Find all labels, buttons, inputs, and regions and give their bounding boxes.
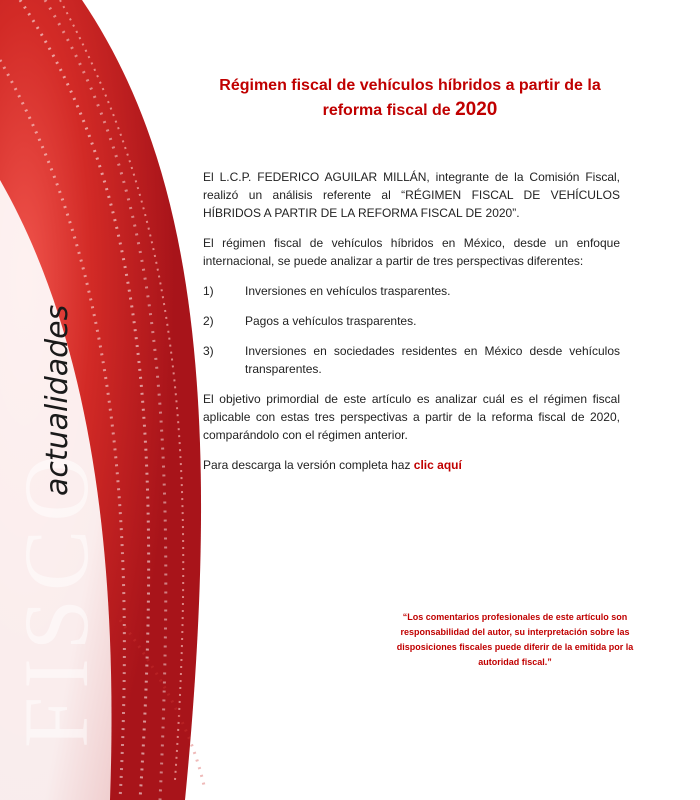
perspectives-list: [203, 282, 620, 378]
list-item-text: Inversiones en sociedades residentes en México desde vehículos transparentes.: [245, 344, 620, 376]
download-link[interactable]: clic aquí: [413, 458, 462, 472]
list-item: [203, 312, 620, 330]
disclaimer: “Los comentarios profesionales de este artículo son responsabilidad del autor, su interpretación sobre las disposiciones fiscales puede diferir de la emitida por la autoridad fiscal.”: [396, 612, 634, 667]
list-item: [203, 342, 620, 378]
download-text: Para descarga la versión completa haz: [203, 458, 411, 472]
title-line-2: reforma fiscal de: [322, 102, 451, 119]
brand-logo-actualidades: actualidades: [40, 304, 75, 496]
title-year: 2020: [455, 99, 498, 120]
intro-paragraph: El L.C.P. FEDERICO AGUILAR MILLÁN, integrante de la Comisión Fiscal, realizó un análisis referente al “RÉGIMEN FISCAL DE VEHÍCULOS HÍBRIDOS A PARTIR DE LA REFORMA FISCAL DE 2020”.: [203, 170, 620, 220]
list-item-number: 3): [203, 344, 214, 358]
page-title: [190, 74, 630, 123]
list-item-number: 1): [203, 284, 214, 298]
list-item: [203, 282, 620, 300]
brand-logo-fisco: FISCO: [5, 447, 107, 748]
title-line-1: Régimen fiscal de vehículos híbridos a partir de la: [219, 77, 601, 94]
list-item-text: Pagos a vehículos trasparentes.: [245, 314, 417, 328]
article-body: [203, 168, 620, 486]
download-paragraph: [203, 456, 620, 474]
perspectives-paragraph: El régimen fiscal de vehículos híbridos en México, desde un enfoque internacional, se puede analizar a partir de tres perspectivas diferentes:: [203, 236, 620, 268]
objective-paragraph: El objetivo primordial de este artículo es analizar cuál es el régimen fiscal aplicable con estas tres perspectivas a partir de la reforma fiscal de 2020, comparándolo con el régimen anterior.: [203, 392, 620, 442]
list-item-text: Inversiones en vehículos trasparentes.: [245, 284, 451, 298]
list-item-number: 2): [203, 314, 214, 328]
